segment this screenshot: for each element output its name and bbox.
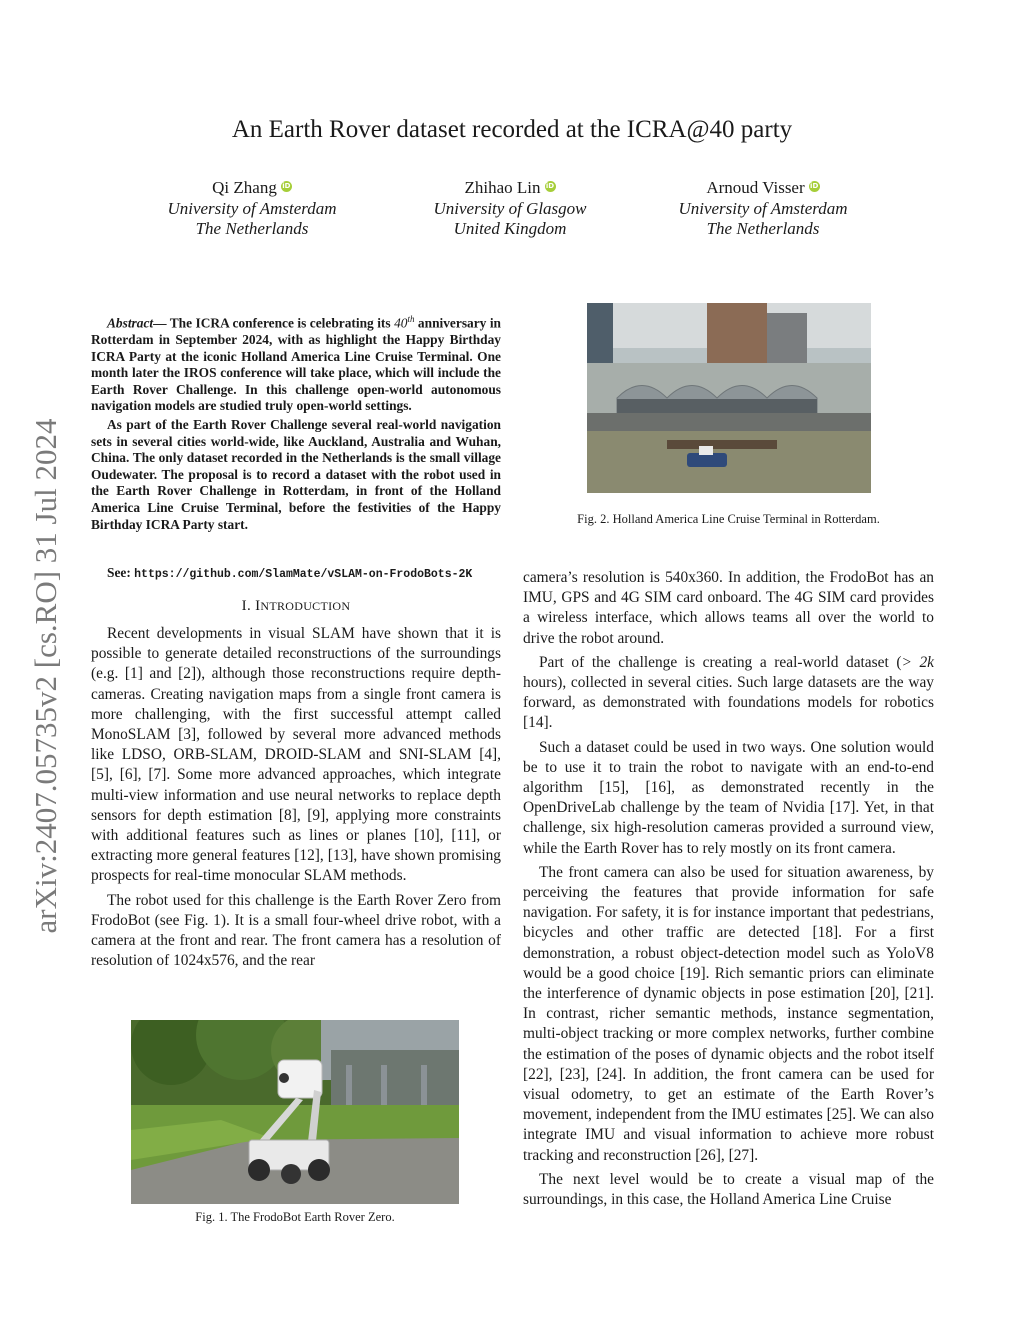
figure-2-terminal-photo (587, 303, 871, 493)
github-link[interactable]: https://github.com/SlamMate/vSLAM-on-FrodoBots-2K (134, 568, 473, 581)
paper-title: An Earth Rover dataset recorded at the ICRA@40 party (231, 116, 793, 143)
robot-photo (131, 1020, 459, 1204)
body-paragraph: Part of the challenge is creating a real-world dataset (> 2k hours), collected in several cities. Such large datasets are the way forward, as demonstrated with foundations models for robotics [14]. (523, 653, 934, 732)
terminal-photo (587, 303, 871, 493)
section-heading-introduction: I. INTRODUCTION (241, 598, 351, 614)
author-name: Qi Zhang (212, 178, 277, 197)
orcid-icon[interactable]: iD (545, 182, 555, 190)
figure-2-caption: Fig. 2. Holland America Line Cruise Terminal in Rotterdam. (577, 512, 880, 526)
abstract-label: Abstract (107, 315, 154, 331)
author-1 (122, 178, 382, 240)
author-country: The Netherlands (706, 219, 820, 238)
figure-1-robot-photo (131, 1020, 459, 1204)
body-paragraph: camera’s resolution is 540x360. In addition, the FrodoBot has an IMU, GPS and 4G SIM card onboard. The 4G SIM card provides a wireless interface, which allows teams all over the world to drive the robot around. (523, 569, 934, 647)
body-paragraph: The robot used for this challenge is the Earth Rover Zero from FrodoBot (see Fig. 1). It is a small four-wheel drive robot, with a camera at the front and rear. The front camera has a resolution of resolution of 1024x576, and the rear (91, 891, 501, 970)
author-affiliation: University of Amsterdam (678, 198, 848, 218)
author-country: The Netherlands (195, 219, 309, 238)
author-name: Arnoud Visser (706, 178, 805, 197)
author-affiliation: University of Glasgow (433, 198, 587, 218)
left-column-body (91, 624, 501, 975)
body-paragraph: Recent developments in visual SLAM have shown that it is possible to generate detailed reconstructions of the surroundings (e.g. [1] and [2]), although those reconstructions require depth-cameras. Creating navigation maps from a single front camera is more challenging, with the first successful attempt called MonoSLAM [3], followed by several more advanced methods like LDSO, ORB-SLAM, DROID-SLAM and SNI-SLAM [4], [5], [6], [7]. Some more advanced approaches, which integrate multi-view information and use neural networks to replace depth sensors for depth estimation [8], [9], applying more constraints with additional features such as lines or planes [10], [11], or extracting more general features [12], [13], have shown promising prospects for real-time monocular SLAM methods. (91, 625, 501, 885)
abstract-paragraph: As part of the Earth Rover Challenge several real-world navigation sets in several cities world-wide, like Auckland, Australia and Wuhan, China. The only dataset recorded in the Netherlands is the small village Oudewater. The proposal is to record a dataset with the robot used in the Earth Rover Challenge in Rotterdam, in front of the Holland America Line Cruise Terminal, before the festivities of the Happy Birthday ICRA Party start. (91, 417, 501, 532)
author-2 (380, 178, 640, 240)
figure-1-caption: Fig. 1. The FrodoBot Earth Rover Zero. (195, 1210, 395, 1224)
author-name: Zhihao Lin (464, 178, 541, 197)
orcid-icon[interactable]: iD (810, 182, 819, 190)
abstract: Abstract— The ICRA conference is celebrating its 40th anniversary in Rotterdam in September 2024, with as highlight the Happy Birthday ICRA Party at the iconic Holland America Line Cruise Terminal. One month later the IROS conference will take place, which will include the Earth Rover Challenge. In this challenge open-world autonomous navigation models are studied truly open-world settings. As part of the Earth Rover Challenge several real-world navigation sets in several cities world-wide, like Auckland, Australia and Wuhan, China. The only dataset recorded in the Netherlands is the small village Oudewater. The proposal is to record a dataset with the robot used in the Earth Rover Challenge in Rotterdam, in front of the Holland America Line Cruise Terminal, before the festivities of the Happy Birthday ICRA Party start. (91, 314, 501, 532)
body-paragraph: The front camera can also be used for situation awareness, by perceiving the features that provide information for safe navigation. For safety, it is for instance important that pedestrians, bicycles and other traffic are detected [18]. For a first demonstration, a robust object-detection model such as YoloV8 would be a good choice [19]. Rich semantic priors can eliminate the interference of dynamic objects in pose estimation [20], [21]. In contrast, richer semantic methods, instance segmentation, multi-object tracking or more complex networks, further combine the estimation of the poses of dynamic objects and the robot itself [22], [23], [24]. In addition, the front camera can be used for visual odometry, to get an estimate of the Earth Rover’s movement, independent from the IMU estimates [25]. We can also integrate IMU and visual information to achieve more robust tracking and reconstruction [26], [27]. (523, 863, 934, 1164)
author-affiliation: University of Amsterdam (167, 198, 337, 218)
author-country: United Kingdom (453, 219, 567, 238)
author-3 (633, 178, 893, 240)
orcid-icon[interactable]: iD (282, 182, 291, 190)
right-column-body (523, 568, 934, 1214)
body-paragraph: Such a dataset could be used in two ways. One solution would be to use it to train the robot to navigate with an end-to-end algorithm [15], [16], as demonstrated recently in the OpenDriveLab challenge by the team of Nvidia [17]. Yet, in that challenge, six high-resolution cameras provided a surround view, while the Earth Rover has to rely mostly on its front camera. (523, 738, 934, 857)
see-link-line: See: https://github.com/SlamMate/vSLAM-on-FrodoBots-2K (107, 565, 473, 581)
body-paragraph: The next level would be to create a visual map of the surroundings, in this case, the Holland America Line Cruise (523, 1170, 934, 1209)
